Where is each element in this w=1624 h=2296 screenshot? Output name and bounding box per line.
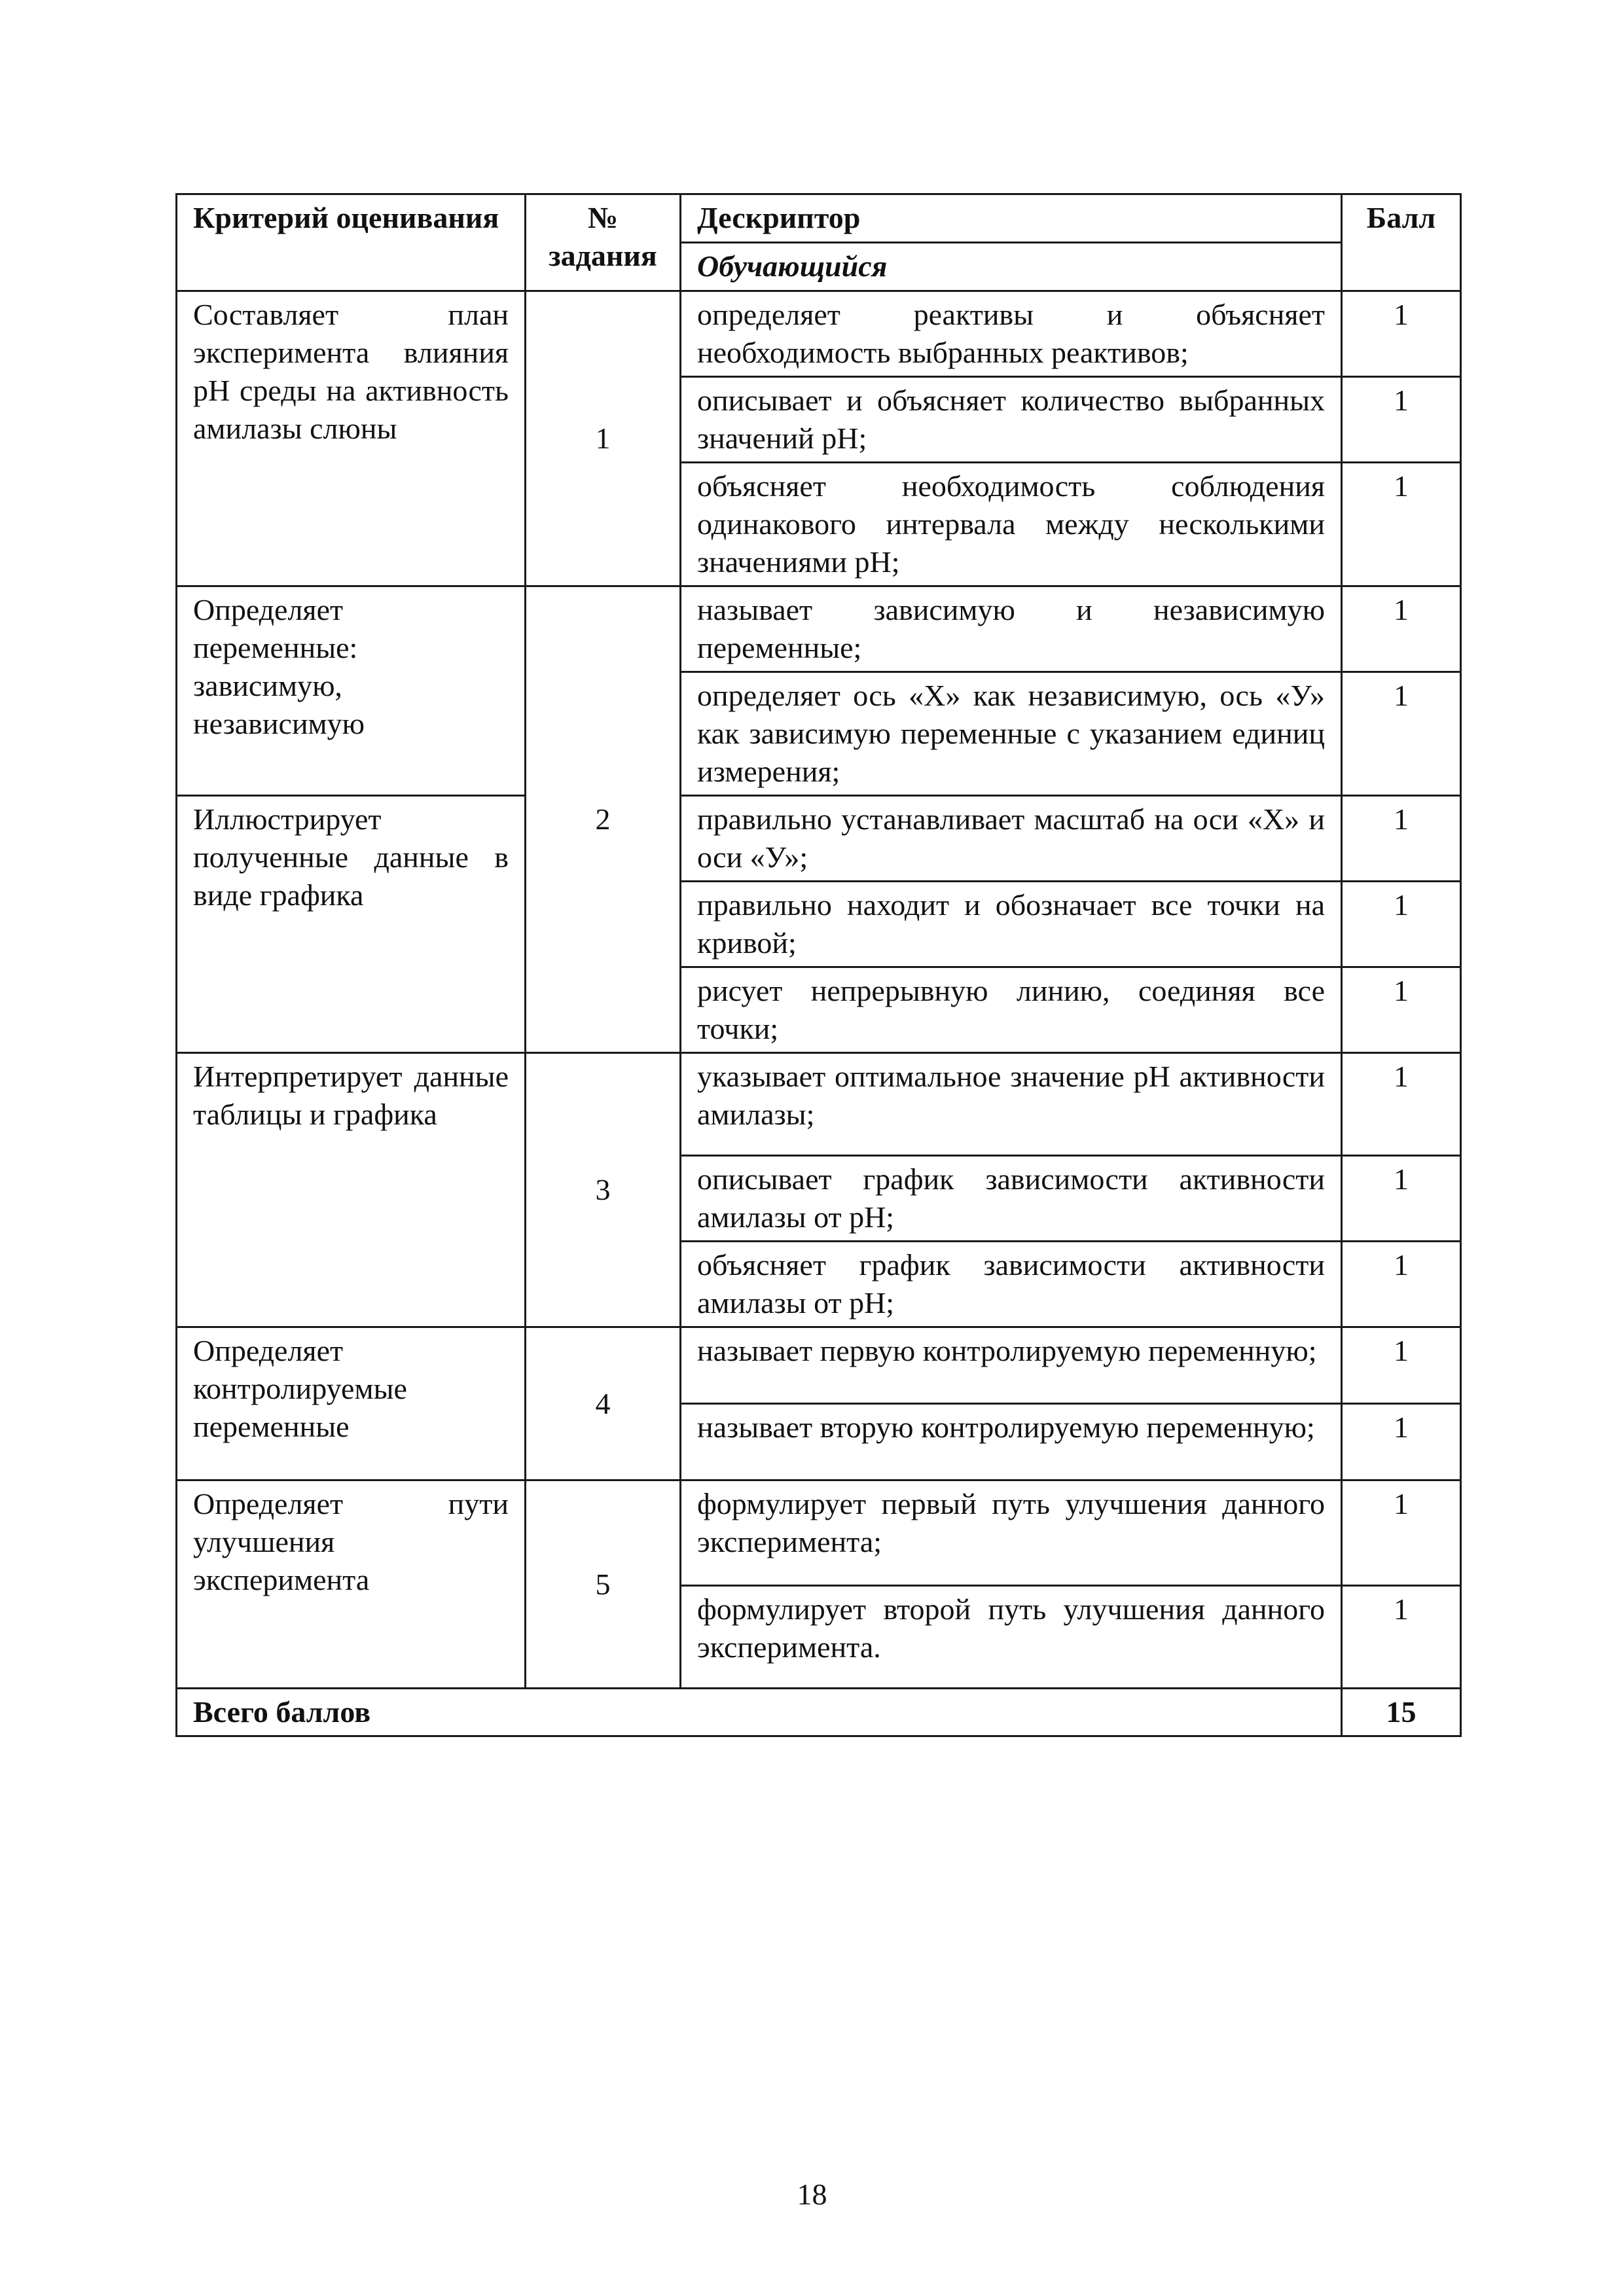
descriptor-cell: указывает оптимальное значение pH активности амилазы; <box>681 1053 1342 1156</box>
table-row <box>177 796 1461 882</box>
score-cell: 1 <box>1342 1586 1461 1689</box>
descriptor-cell: называет зависимую и независимую переменные; <box>681 586 1342 672</box>
header-descriptor: Дескриптор <box>681 194 1342 243</box>
score-cell: 1 <box>1342 1327 1461 1404</box>
score-cell: 1 <box>1342 967 1461 1053</box>
assessment-rubric-table <box>175 193 1462 1737</box>
descriptor-cell: определяет ось «Х» как независимую, ось «У» как зависимую переменные с указанием единиц измерения; <box>681 672 1342 796</box>
descriptor-cell: правильно устанавливает масштаб на оси «Х» и оси «У»; <box>681 796 1342 882</box>
descriptor-cell: рисует непрерывную линию, соединяя все точки; <box>681 967 1342 1053</box>
descriptor-cell: называет вторую контролируемую переменную; <box>681 1404 1342 1480</box>
header-task-number: № задания <box>526 194 681 291</box>
header-descriptor-subtitle: Обучающийся <box>681 243 1342 291</box>
table-row <box>177 1480 1461 1586</box>
descriptor-cell: описывает и объясняет количество выбранных значений pH; <box>681 377 1342 463</box>
table-row <box>177 1327 1461 1404</box>
task-number-cell: 1 <box>526 291 681 586</box>
descriptor-cell: правильно находит и обозначает все точки на кривой; <box>681 882 1342 967</box>
header-criterion: Критерий оценивания <box>177 194 526 291</box>
criterion-cell: Интерпретирует данные таблицы и графика <box>177 1053 526 1327</box>
total-row <box>177 1689 1461 1736</box>
header-row <box>177 194 1461 243</box>
score-cell: 1 <box>1342 1053 1461 1156</box>
criterion-cell: Определяет пути улучшения эксперимента <box>177 1480 526 1689</box>
descriptor-cell: называет первую контролируемую переменную; <box>681 1327 1342 1404</box>
page-number: 18 <box>797 2178 827 2211</box>
score-cell: 1 <box>1342 672 1461 796</box>
score-cell: 1 <box>1342 1480 1461 1586</box>
task-number-cell: 2 <box>526 586 681 1053</box>
score-cell: 1 <box>1342 377 1461 463</box>
score-cell: 1 <box>1342 882 1461 967</box>
table-row <box>177 1053 1461 1156</box>
score-cell: 1 <box>1342 1404 1461 1480</box>
descriptor-cell: формулирует второй путь улучшения данного эксперимента. <box>681 1586 1342 1689</box>
descriptor-cell: определяет реактивы и объясняет необходимость выбранных реактивов; <box>681 291 1342 377</box>
task-number-cell: 3 <box>526 1053 681 1327</box>
criterion-cell: Иллюстрирует полученные данные в виде графика <box>177 796 526 1053</box>
score-cell: 1 <box>1342 1242 1461 1327</box>
descriptor-cell: объясняет необходимость соблюдения одинакового интервала между несколькими значениями pH; <box>681 463 1342 586</box>
table-row <box>177 586 1461 672</box>
total-value: 15 <box>1342 1689 1461 1736</box>
descriptor-cell: описывает график зависимости активности амилазы от pH; <box>681 1156 1342 1242</box>
descriptor-cell: объясняет график зависимости активности амилазы от pH; <box>681 1242 1342 1327</box>
score-cell: 1 <box>1342 586 1461 672</box>
criterion-cell: Определяет переменные: зависимую, независимую <box>177 586 526 796</box>
score-cell: 1 <box>1342 796 1461 882</box>
descriptor-cell: формулирует первый путь улучшения данного эксперимента; <box>681 1480 1342 1586</box>
table-row <box>177 291 1461 377</box>
total-label: Всего баллов <box>177 1689 1342 1736</box>
score-cell: 1 <box>1342 1156 1461 1242</box>
criterion-cell: Составляет план эксперимента влияния pH среды на активность амилазы слюны <box>177 291 526 586</box>
score-cell: 1 <box>1342 291 1461 377</box>
header-score: Балл <box>1342 194 1461 291</box>
score-cell: 1 <box>1342 463 1461 586</box>
criterion-cell: Определяет контролируемые переменные <box>177 1327 526 1480</box>
task-number-cell: 5 <box>526 1480 681 1689</box>
task-number-cell: 4 <box>526 1327 681 1480</box>
